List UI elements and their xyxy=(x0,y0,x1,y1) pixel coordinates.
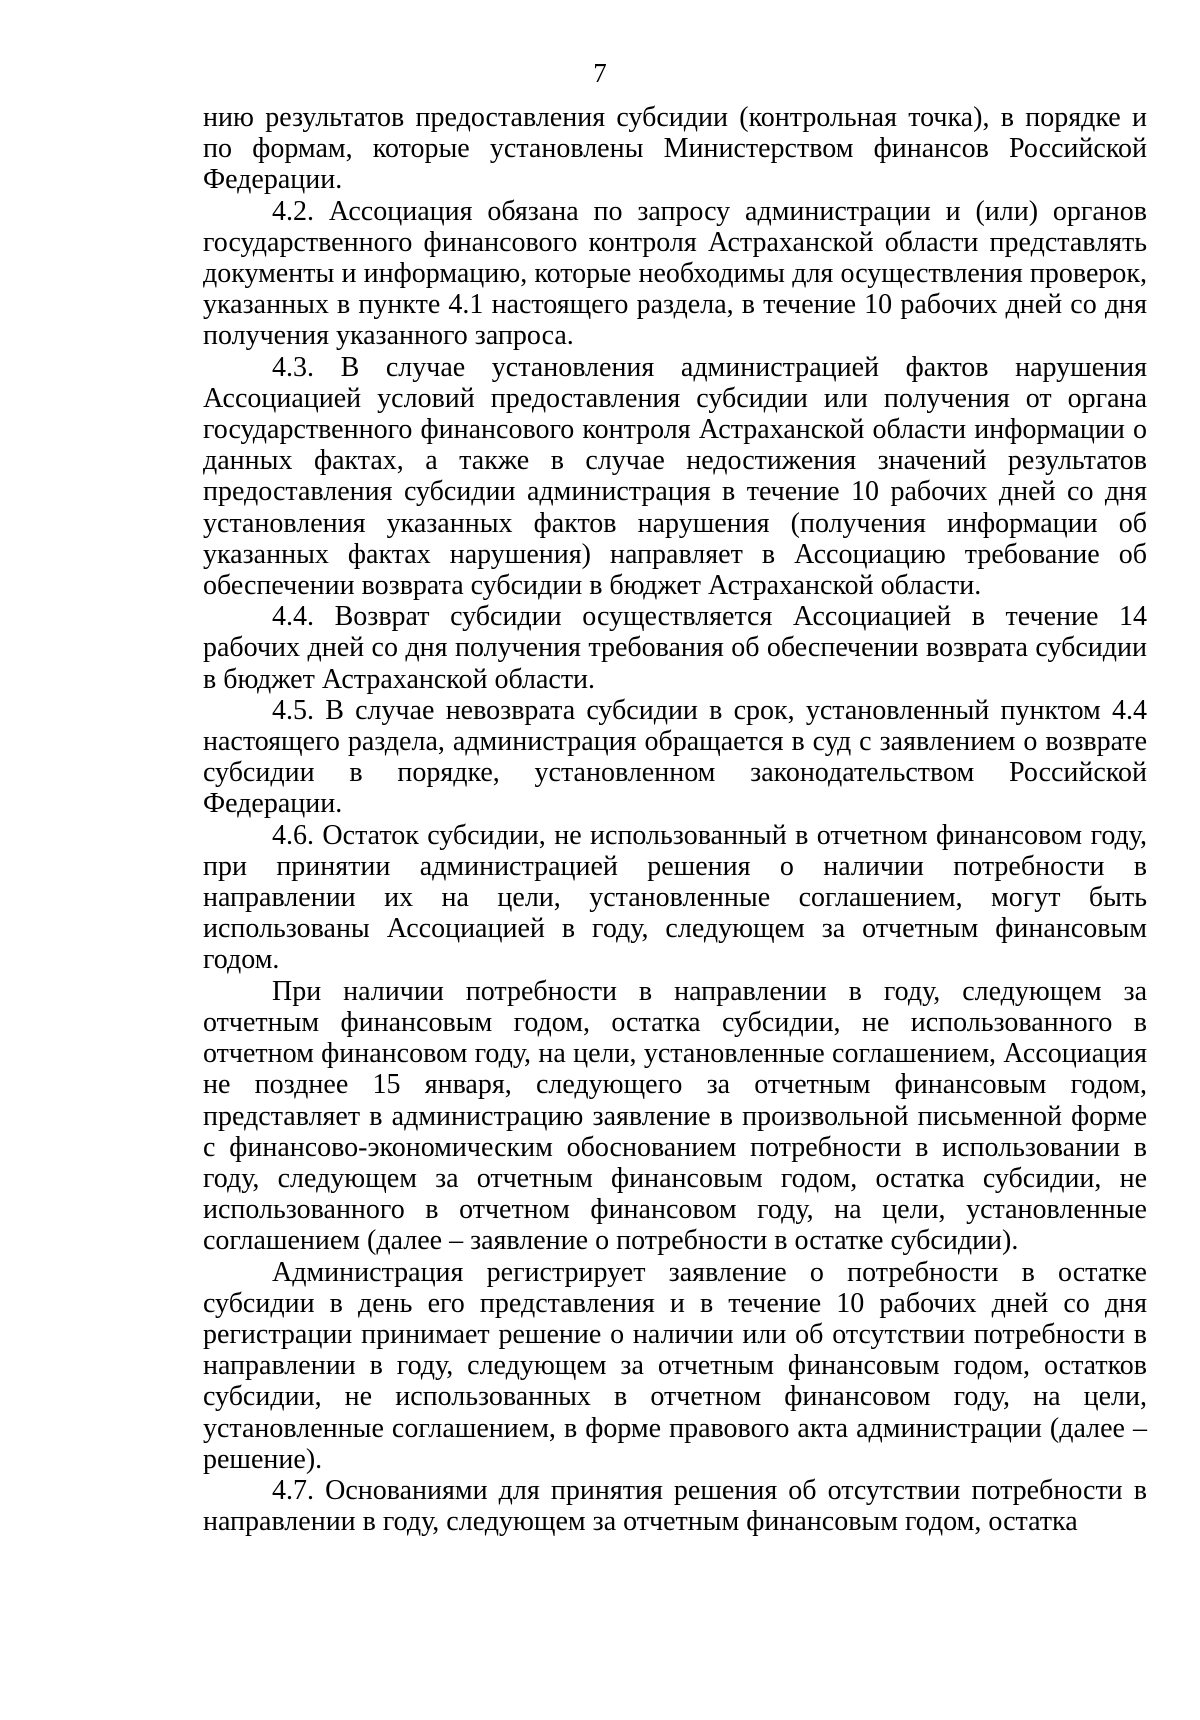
paragraph-4-3: 4.3. В случае установления администрацией фактов нарушения Ассоциацией условий предоставления субсидии или получения от органа государственного финансового контроля Астраханской области информации о данных фактах, а также в случае недостижения значений результатов предоставления субсидии администрация в течение 10 рабочих дней со дня установления указанных фактов нарушения (получения информации об указанных фактах нарушения) направляет в Ассоциацию требование об обеспечении возврата субсидии в бюджет Астраханской области. xyxy=(203,351,1147,602)
page-number: 7 xyxy=(593,58,607,88)
paragraph-4-6-remainder-request: При наличии потребности в направлении в году, следующем за отчетным финансовым годом, остатка субсидии, не использованного в отчетном финансовом году, на цели, установленные соглашением, Ассоциация не позднее 15 января, следующего за отчетным финансовым годом, представляет в администрацию заявление в произвольной письменной форме с финансово-экономическим обоснованием потребности в использовании в году, следующем за отчетным финансовым годом, остатка субсидии, не использованного в отчетном финансовом году, на цели, установленные соглашением (далее – заявление о потребности в остатке субсидии). xyxy=(203,975,1147,1257)
paragraph-4-7: 4.7. Основаниями для принятия решения об отсутствии потребности в направлении в году, следующем за отчетным финансовым годом, остатка xyxy=(203,1474,1147,1538)
paragraph-4-6-registration: Администрация регистрирует заявление о потребности в остатке субсидии в день его представления и в течение 10 рабочих дней со дня регистрации принимает решение о наличии или об отсутствии потребности в направлении в году, следующем за отчетным финансовым годом, остатков субсидии, не использованных в отчетном финансовом году, на цели, установленные соглашением, в форме правового акта администрации (далее – решение). xyxy=(203,1256,1147,1475)
paragraph-4-4: 4.4. Возврат субсидии осуществляется Ассоциацией в течение 14 рабочих дней со дня получения требования об обеспечении возврата субсидии в бюджет Астраханской области. xyxy=(203,601,1147,695)
paragraph-4-6: 4.6. Остаток субсидии, не использованный в отчетном финансовом году, при принятии администрацией решения о наличии потребности в направлении их на цели, установленные соглашением, могут быть использованы Ассоциацией в году, следующем за отчетным финансовым годом. xyxy=(203,819,1147,976)
paragraph-continuation: нию результатов предоставления субсидии (контрольная точка), в порядке и по формам, которые установлены Министерством финансов Российской Федерации. xyxy=(203,102,1147,196)
paragraph-4-5: 4.5. В случае невозврата субсидии в срок, установленный пунктом 4.4 настоящего раздела, администрация обращается в суд с заявлением о возврате субсидии в порядке, установленном законодательством Российской Федерации. xyxy=(203,694,1147,820)
document-body xyxy=(203,102,1147,1537)
paragraph-4-2: 4.2. Ассоциация обязана по запросу администрации и (или) органов государственного финансового контроля Астраханской области представлять документы и информацию, которые необходимы для осуществления проверок, указанных в пункте 4.1 настоящего раздела, в течение 10 рабочих дней со дня получения указанного запроса. xyxy=(203,195,1147,352)
